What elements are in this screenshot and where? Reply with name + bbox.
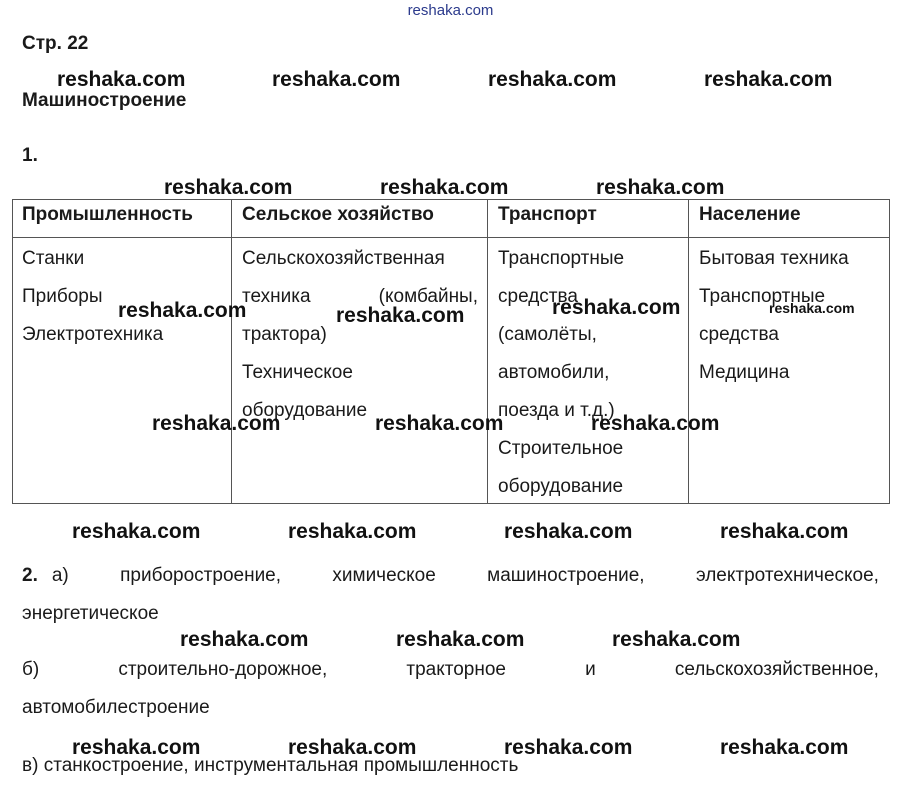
watermark: reshaka.com [152,412,281,435]
cell-line: Медицина [699,362,790,383]
word: строительно-дорожное, [118,659,328,680]
watermark: reshaka.com [720,520,849,543]
word: химическое [332,565,436,586]
watermark: reshaka.com [72,520,201,543]
cell-line: средства [699,324,779,345]
watermark: reshaka.com [488,68,617,91]
header-transport: Транспорт [498,204,597,225]
watermark: reshaka.com [164,176,293,199]
word: б) [22,659,40,680]
watermark: reshaka.com [591,412,720,435]
column-divider [487,200,488,503]
page-label: Стр. 22 [22,33,89,54]
cell-transport [498,240,624,506]
word: (комбайны, [378,286,478,307]
watermark: reshaka.com [72,736,201,759]
watermark: reshaka.com [375,412,504,435]
word: приборостроение, [120,565,282,586]
answer-2b-line2: автомобилестроение [22,697,210,718]
cell-line: Бытовая техника [699,248,849,269]
cell-industry [22,240,163,354]
answer-2c: в) станкостроение, инструментальная промышленность [22,755,519,776]
task-1-number: 1. [22,145,38,166]
watermark: reshaka.com [288,736,417,759]
cell-line: Техническое [242,362,353,383]
header-divider [13,237,889,238]
cell-line: Приборы [22,286,103,307]
cell-line: трактора) [242,324,327,345]
word: машиностроение, [487,565,645,586]
watermark: reshaka.com [612,628,741,651]
cell-line: средства [498,286,578,307]
cell-line: Строительное [498,438,624,459]
watermark-small: reshaka.com [769,300,855,316]
watermark: reshaka.com [720,736,849,759]
cell-line: автомобили, [498,362,610,383]
task-2-number: 2. [22,565,38,586]
watermark: reshaka.com [118,299,247,322]
watermark: reshaka.com [272,68,401,91]
watermark: reshaka.com [704,68,833,91]
top-watermark: reshaka.com [407,2,494,19]
word: сельскохозяйственное, [674,659,879,680]
word: электротехническое, [695,565,879,586]
answer-table [12,199,890,504]
watermark: reshaka.com [57,68,186,91]
watermark: reshaka.com [380,176,509,199]
watermark: reshaka.com [288,520,417,543]
word: и [585,659,596,680]
watermark: reshaka.com [504,520,633,543]
answer-2a-line2: энергетическое [22,603,159,624]
cell-line: поезда и т.д.) [498,400,615,421]
cell-line: Транспортные [699,286,826,307]
watermark: reshaka.com [596,176,725,199]
section-title: Машиностроение [22,90,187,111]
column-divider [231,200,232,503]
cell-line: оборудование [498,476,624,497]
column-divider [688,200,689,503]
header-agriculture: Сельское хозяйство [242,204,434,225]
watermark: reshaka.com [180,628,309,651]
watermark: reshaka.com [336,304,465,327]
cell-agriculture [242,240,478,430]
answer-2b-line1 [22,659,879,681]
cell-line: Сельскохозяйственная [242,248,445,269]
answer-2a-line1 [22,565,879,587]
cell-line: (самолёты, [498,324,597,345]
header-population: Население [699,204,801,225]
word: тракторное [406,659,506,680]
word: техника [242,286,311,307]
watermark: reshaka.com [396,628,525,651]
cell-line: Транспортные [498,248,625,269]
cell-population [699,240,849,392]
header-industry: Промышленность [22,204,193,225]
cell-line: оборудование [242,400,368,421]
cell-line: Электротехника [22,324,164,345]
watermark: reshaka.com [504,736,633,759]
answer-text [22,565,69,587]
cell-line: Станки [22,248,85,269]
word: а) [51,565,69,586]
watermark: reshaka.com [552,296,681,319]
